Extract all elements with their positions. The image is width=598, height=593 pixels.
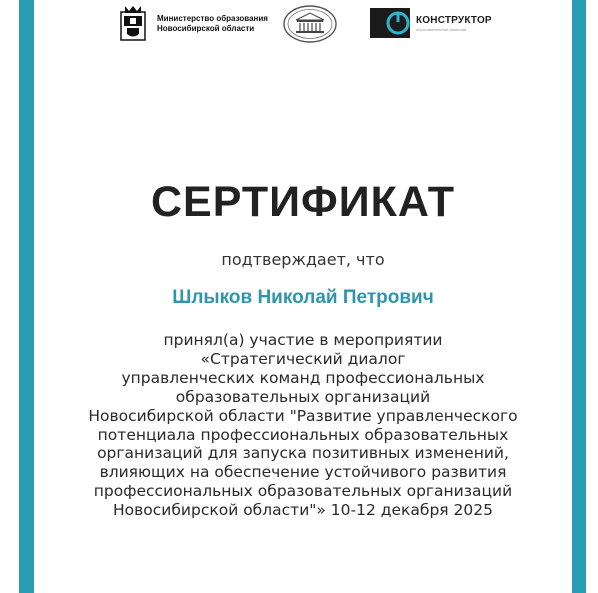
konstruktor-mark [370, 8, 410, 38]
konstruktor-logo [370, 8, 492, 38]
body-line: профессиональных образовательных организаций [93, 482, 513, 501]
building-emblem-icon [282, 4, 338, 44]
konstruktor-subtitle: образовательных решений [416, 26, 467, 32]
body-line: управленческих команд профессиональных [121, 368, 485, 387]
power-ring-icon [370, 8, 410, 38]
body-line: принял(а) участие в мероприятии [163, 331, 443, 349]
coat-of-arms-icon [117, 4, 149, 44]
ministry-logo [117, 4, 268, 44]
confirms-text: подтверждает, что [221, 250, 385, 269]
body-line: организаций для запуска позитивных изменений, [97, 444, 509, 463]
recipient-name: Шлыков Николай Петрович [172, 287, 434, 308]
konstruktor-label: КОНСТРУКТОР [416, 14, 492, 26]
body-line: образовательных организаций [175, 387, 431, 406]
ministry-line1: Министерство образования [157, 14, 268, 23]
ministry-name [157, 14, 268, 34]
certificate-body [60, 331, 546, 520]
body-line: Новосибирской области"» 10-12 декабря 2025 [113, 501, 493, 520]
body-line: «Стратегический диалог [200, 349, 406, 368]
ministry-line2: Новосибирской области [157, 24, 255, 33]
certificate-title: СЕРТИФИКАТ [150, 178, 456, 226]
body-line: потенциала профессиональных образовательных [97, 425, 509, 444]
body-line: влияющих на обеспечение устойчивого развития [99, 463, 507, 482]
body-line: Новосибирской области "Развитие управленческого [88, 406, 518, 425]
